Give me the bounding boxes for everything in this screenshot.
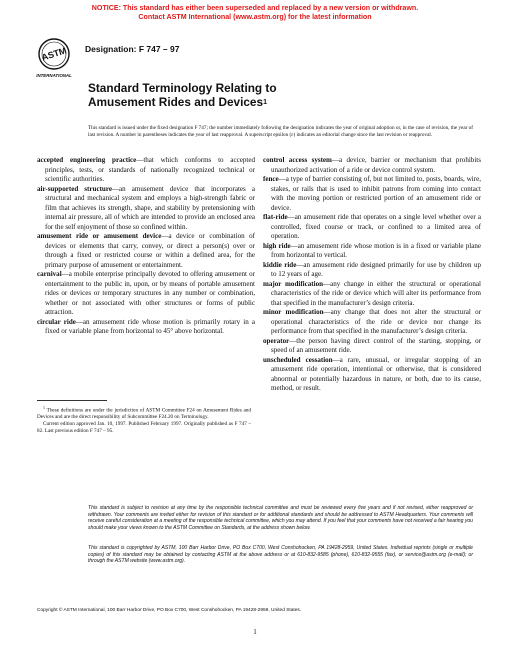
definition-text: —the person having direct control of the starting, stopping, or speed of an amusement ride. xyxy=(271,336,481,354)
definition-entry xyxy=(263,242,481,261)
definition-term: control access system xyxy=(263,156,332,164)
definition-text: —an amusement device that incorporates a structural and mechanical system and employs a high-strength fabric or film that achieves its strength, shape, and stability by pretensioning with internal air pressure, all of which are intended to provide an enclosed area for the self enjoyment of those so confined within. xyxy=(45,184,255,231)
definitions-right-column xyxy=(263,156,481,394)
definition-entry xyxy=(37,232,255,270)
definition-entry xyxy=(263,156,481,175)
page-number: 1 xyxy=(253,628,257,636)
definition-entry xyxy=(37,318,255,337)
definition-text: —an amusement ride designed primarily for use by children up to 12 years of age. xyxy=(271,260,481,278)
definition-term: accepted engineering practice xyxy=(37,156,137,164)
definition-text: —any change that does not alter the structural or operational characteristics of the ride or device nor change its performance from that specified in the manufacturer’s design criteria. xyxy=(271,308,481,335)
notice-line-2: Contact ASTM International (www.astm.org) for the latest information xyxy=(138,13,372,21)
definition-entry xyxy=(263,308,481,337)
definition-text: —an amusement ride whose motion is in a fixed or variable plane from horizontal to vertical. xyxy=(271,241,481,259)
issued-note: This standard is issued under the fixed designation F 747; the number immediately following the designation indicates the year of original adoption or, in the case of revision, the year of last revision. A number in parentheses indicates the year of last reapproval. A superscript epsilon (ε) indicates an editorial change since the last revision or reapproval. xyxy=(88,125,473,138)
definition-entry xyxy=(263,213,481,242)
designation: Designation: F 747 – 97 xyxy=(85,44,180,54)
definition-term: amusement ride or amusement device xyxy=(37,232,162,240)
definition-entry xyxy=(37,156,255,185)
definition-text: —an amusement ride whose motion is primarily rotary in a fixed or variable plane from horizontal to 45° above horizontal. xyxy=(45,317,256,335)
footnote-paragraph-2: Current edition approved Jan. 10, 1997. Published February 1997. Originally published as F 747 – 82. Last previous edition F 747 – 95. xyxy=(37,421,251,434)
definition-entry xyxy=(37,270,255,318)
definition-entry xyxy=(263,280,481,309)
definition-entry xyxy=(263,261,481,280)
definition-text: —a type of barrier consisting of, but not limited to, posts, boards, wire, stakes, or rails that is used to inhibit patrons from coming into contact with the moving portion or restricted portion of an amusement ride or device. xyxy=(271,175,481,212)
definition-term: air-supported structure xyxy=(37,184,112,193)
supersede-notice xyxy=(0,4,510,22)
definition-text: —a device, barrier or mechanism that prohibits unauthorized activation of a ride or device control system. xyxy=(271,156,481,174)
definitions-left-column xyxy=(37,156,255,337)
logo-text: ASTM xyxy=(40,45,68,63)
definition-term: circular ride xyxy=(37,317,76,326)
definition-text: —a rare, unusual, or irregular stopping of an amusement ride operation, intentional or otherwise, that is considered abnormal or potentially hazardous in nature, or both, due to its cause, method, or result. xyxy=(271,355,482,392)
footnote-text-1: These definitions are under the jurisdiction of ASTM Committee F24 on Amusement Rides and Devices and are the direct responsibility of Subcommittee F24.20 on Terminology. xyxy=(37,407,251,421)
footnote-divider xyxy=(37,400,107,401)
definition-term: high ride xyxy=(263,241,291,250)
definition-term: carnival xyxy=(37,270,62,278)
definition-term: kiddie ride xyxy=(263,260,297,269)
definition-text: —that which conforms to accepted principles, tests, or standards of nationally recognized technical or scientific authorities. xyxy=(45,156,255,183)
definition-text: —an amusement ride that operates on a single level whether over a controlled, fixed course or track, or confined to a limited area of operation. xyxy=(271,213,481,240)
copyright-notice: This standard is copyrighted by ASTM, 100 Barr Harbor Drive, PO Box C700, West Conshohocken, PA 19428-2959, United States. Individual reprints (single or multiple copies) of this standard may be obtained by contacting ASTM at the above address or at 610-832-9585 (phone), 610-832-9555 (fax), or service@astm.org (e-mail); or through the ASTM website (www.astm.org). xyxy=(88,545,473,565)
definition-term: flat-ride xyxy=(263,213,288,221)
definition-term: minor modification xyxy=(263,308,324,316)
footnote-paragraph-1 xyxy=(37,405,251,421)
revision-notice: This standard is subject to revision at any time by the responsible technical committee and must be reviewed every five years and if not revised, either reapproved or withdrawn. Your comments are invited either for revision of this standard or for additional standards and should be addressed to ASTM Headquarters. Your comments will receive careful consideration at a meeting of the responsible technical committee, which you may attend. If you feel that your comments have not received a fair hearing you should make your views known to the ASTM Committee on Standards, at the address shown below. xyxy=(88,505,473,531)
title-line-2-text: Amusement Rides and Devices xyxy=(88,94,264,109)
definition-entry xyxy=(263,337,481,356)
astm-logo xyxy=(34,36,74,80)
definition-term: operator xyxy=(263,336,290,345)
definition-text: —any change in either the structural or operational characteristics of the ride or device which will alter its performance from that specified in the manufacturer’s design criteria. xyxy=(271,279,481,307)
definition-entry xyxy=(263,175,481,213)
copyright-line: Copyright © ASTM International, 100 Barr Harbor Drive, PO Box C700, West Conshohocken, PA 19428-2959, United States. xyxy=(37,608,302,613)
title-footnote-mark: 1 xyxy=(263,98,267,106)
footnote-mark: 1 xyxy=(43,405,45,410)
definition-term: fence xyxy=(263,175,279,183)
title-line-1: Standard Terminology Relating to xyxy=(88,81,277,95)
footnote xyxy=(37,405,251,435)
definition-text: —a device or combination of devices or elements that carry, convey, or direct a person(s) over or through a fixed or restricted course or within a defined area, for the primary purpose of amusement or entertainment. xyxy=(45,232,255,269)
definition-term: major modification xyxy=(263,279,324,288)
definition-entry xyxy=(37,185,255,233)
notice-line-1: NOTICE: This standard has either been superseded and replaced by a new version or withdrawn. xyxy=(91,4,419,12)
logo-subtext: INTERNATIONAL xyxy=(36,73,72,78)
title-line-2 xyxy=(88,96,388,110)
definition-entry xyxy=(263,356,481,394)
definition-term: unscheduled cessation xyxy=(263,355,333,364)
page-title xyxy=(88,82,388,109)
definition-text: —a mobile enterprise principally devoted to offering amusement or entertainment to the public in, upon, or by means of portable amusement rides or devices or temporary structures in any number or combination, whether or not associated with other structures or forms of public attraction. xyxy=(45,270,255,316)
